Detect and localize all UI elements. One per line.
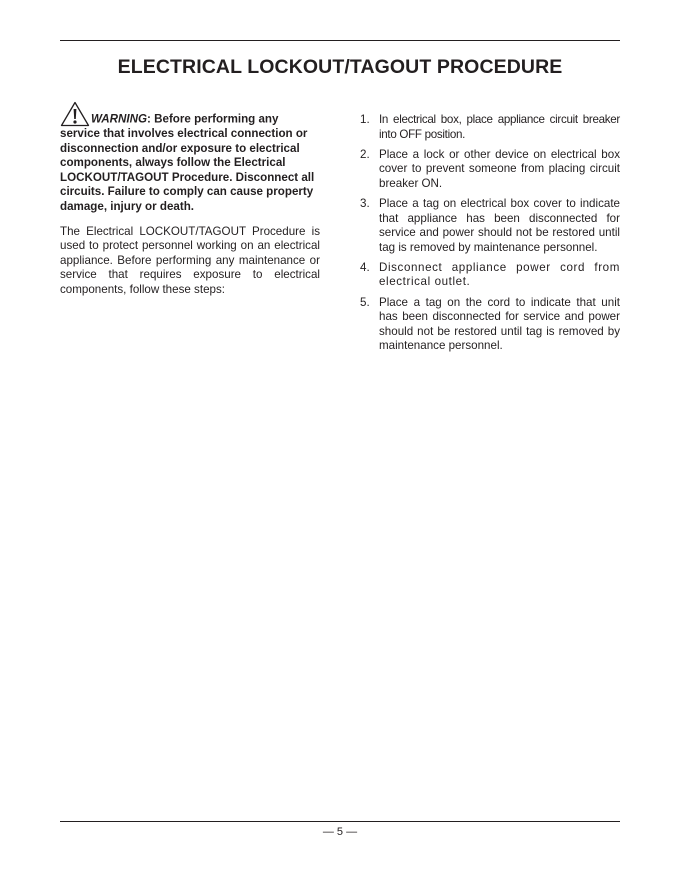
step-item [360, 113, 620, 142]
step-text: Place a lock or other device on electrical box cover to prevent someone from placing circuit breaker ON. [379, 147, 620, 190]
page-title: ELECTRICAL LOCKOUT/TAGOUT PROCEDURE [117, 56, 563, 78]
step-text: Place a tag on the cord to indicate that unit has been disconnected for service and power should not be restored until tag is removed by maintenance personnel. [379, 295, 620, 353]
step-item [360, 296, 620, 354]
step-number: 1. [360, 113, 370, 126]
top-rule [60, 40, 620, 41]
step-text: Disconnect appliance power cord from electrical outlet. [379, 260, 620, 289]
step-number: 5. [360, 295, 370, 309]
steps-list [360, 113, 620, 354]
left-column [60, 101, 320, 298]
warning-triangle-icon [60, 101, 90, 127]
warning-block [60, 101, 320, 215]
step-text: Place a tag on electrical box cover to indicate that appliance has been disconnected for service and power should not be restored until tag is removed by maintenance personnel. [379, 196, 620, 254]
step-item [360, 261, 620, 290]
step-number: 2. [360, 147, 370, 161]
step-item [360, 148, 620, 192]
step-text: In electrical box, place appliance circuit breaker into OFF position. [379, 113, 620, 141]
right-column [360, 113, 620, 359]
step-number: 3. [360, 196, 370, 210]
page-number: — 5 — [322, 826, 358, 838]
bottom-rule [60, 821, 620, 822]
step-number: 4. [360, 260, 370, 274]
warning-text: : Before performing any service that involves electrical connection or disconnection and/or exposure to electrical components, always follow the Electrical LOCKOUT/TAGOUT Procedure. Disconnect all circuits. Failure to comply can cause property damage, injury or death. [60, 112, 315, 213]
warning-label: WARNING [91, 112, 148, 126]
step-item [360, 197, 620, 255]
intro-paragraph: The Electrical LOCKOUT/TAGOUT Procedure is used to protect personnel working on an electrical appliance. Before performing any maintenance or service that requires exposure to electrical components, follow these steps: [60, 224, 320, 296]
